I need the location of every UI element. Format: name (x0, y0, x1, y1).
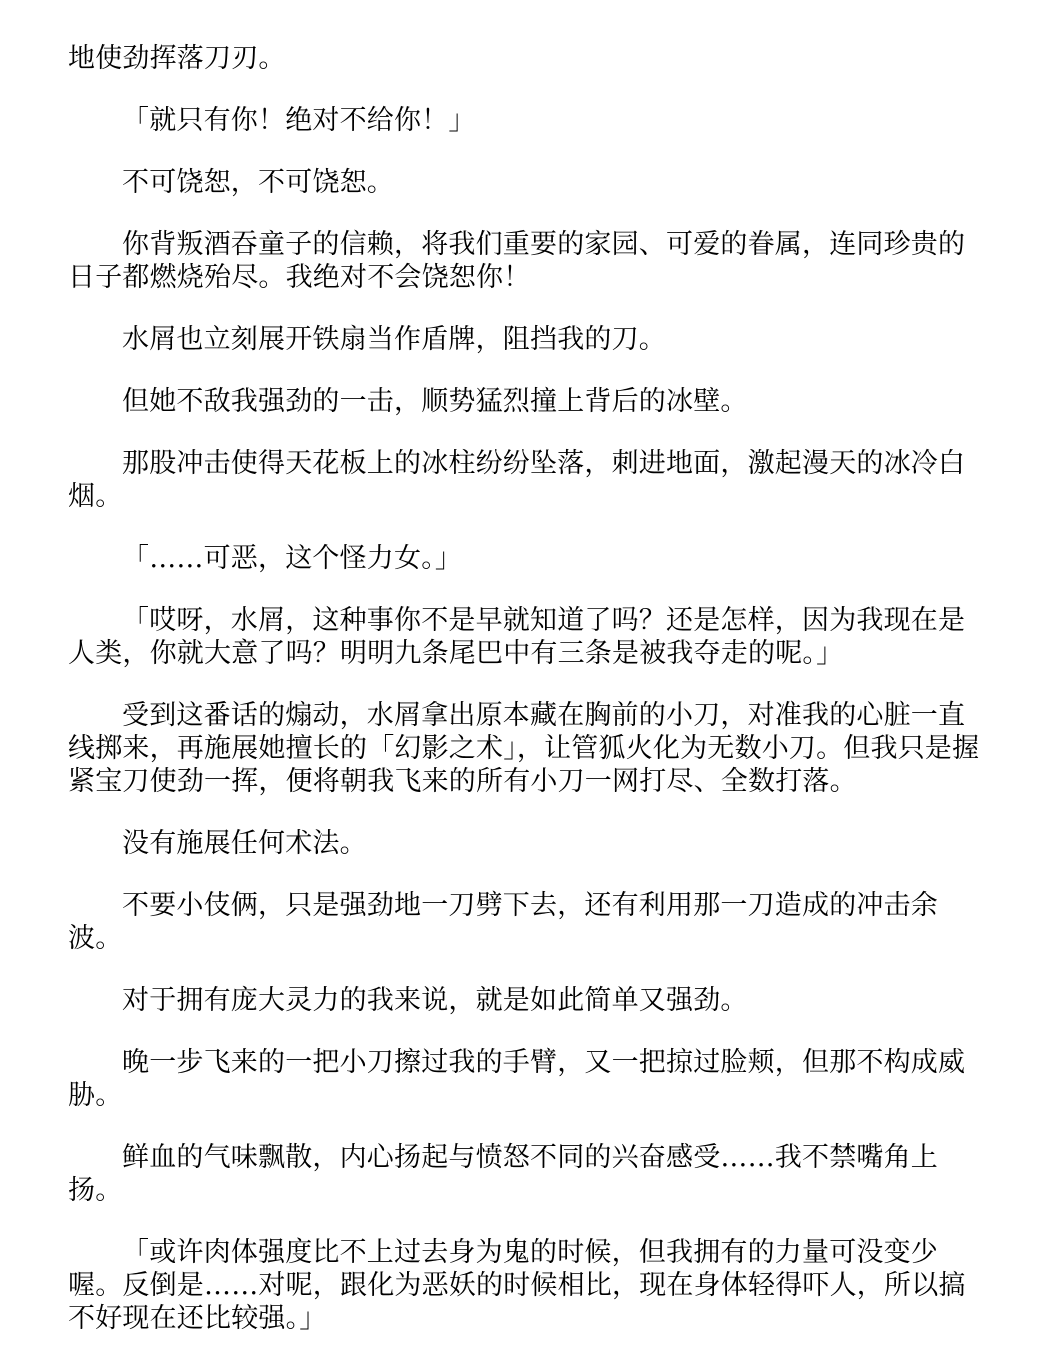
paragraph-8: 「……可恶，这个怪力女。」 (122, 543, 463, 574)
paragraph-5: 水屑也立刻展开铁扇当作盾牌，阻挡我的刀。 (122, 324, 666, 355)
paragraph-14: 晚一步飞来的一把小刀擦过我的手臂，又一把掠过脸颊，但那不构成威胁。 (68, 1047, 966, 1111)
paragraph-13: 对于拥有庞大灵力的我来说，就是如此简单又强劲。 (122, 985, 748, 1016)
paragraph-16: 「或许肉体强度比不上过去身为鬼的时候，但我拥有的力量可没变少喔。反倒是……对呢，跟化为恶妖的时候相比，现在身体轻得吓人，所以搞不好现在还比较强。」 (68, 1237, 966, 1334)
paragraph-2: 「就只有你！绝对不给你！」 (122, 105, 476, 136)
paragraph-12: 不要小伎俩，只是强劲地一刀劈下去，还有利用那一刀造成的冲击余波。 (68, 890, 938, 954)
paragraph-7: 那股冲击使得天花板上的冰柱纷纷坠落，刺进地面，激起漫天的冰冷白烟。 (68, 448, 966, 512)
paragraph-4: 你背叛酒吞童子的信赖，将我们重要的家园、可爱的眷属，连同珍贵的日子都燃烧殆尽。我绝对不会饶恕你！ (68, 229, 966, 293)
paragraph-10: 受到这番话的煽动，水屑拿出原本藏在胸前的小刀，对准我的心脏一直线掷来，再施展她擅长的「幻影之术」，让管狐火化为无数小刀。但我只是握紧宝刀使劲一挥，便将朝我飞来的所有小刀一网打尽、全数打落。 (68, 700, 980, 797)
paragraph-6: 但她不敌我强劲的一击，顺势猛烈撞上背后的冰壁。 (122, 386, 748, 417)
paragraph-1: 地使劲挥落刀刃。 (68, 43, 286, 74)
paragraph-11: 没有施展任何术法。 (122, 828, 367, 859)
paragraph-15: 鲜血的气味飘散，内心扬起与愤怒不同的兴奋感受……我不禁嘴角上扬。 (68, 1142, 938, 1206)
paragraph-9: 「哎呀，水屑，这种事你不是早就知道了吗？还是怎样，因为我现在是人类，你就大意了吗？明明九条尾巴中有三条是被我夺走的呢。」 (68, 605, 966, 669)
paragraph-3: 不可饶恕，不可饶恕。 (122, 167, 394, 198)
